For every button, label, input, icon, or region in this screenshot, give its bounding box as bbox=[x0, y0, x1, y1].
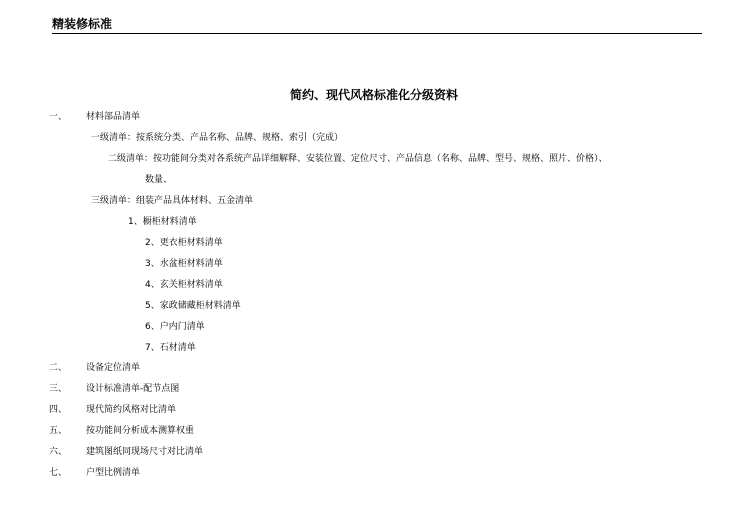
section-title-2: 设备定位清单 bbox=[86, 363, 141, 373]
level2-list-continued: 数量、 bbox=[145, 175, 173, 185]
level3-list: 三级清单：组装产品具体材料、五金清单 bbox=[91, 196, 254, 206]
page-header bbox=[52, 15, 702, 34]
sublist-item: 5、家政储藏柜材料清单 bbox=[145, 301, 241, 311]
sublist-item: 2、更衣柜材料清单 bbox=[145, 238, 223, 248]
section-title-3: 设计标准清单-配节点图 bbox=[86, 384, 180, 394]
section-title-4: 现代简约风格对比清单 bbox=[86, 405, 177, 415]
sublist-item: 4、玄关柜材料清单 bbox=[145, 280, 223, 290]
section-title-6: 建筑图纸同现场尺寸对比清单 bbox=[86, 447, 204, 457]
section-title-5: 按功能间分析成本测算权重 bbox=[86, 426, 195, 436]
section-number-4: 四、 bbox=[49, 405, 68, 415]
level1-list: 一级清单：按系统分类、产品名称、品牌、规格、索引（完成） bbox=[91, 133, 344, 143]
section-number-1: 一、 bbox=[49, 112, 68, 122]
sublist-item: 6、户内门清单 bbox=[145, 322, 205, 332]
sublist-item: 1、橱柜材料清单 bbox=[128, 217, 197, 227]
document-title: 简约、现代风格标准化分级资料 bbox=[289, 88, 458, 102]
section-number-2: 二、 bbox=[49, 363, 68, 373]
level2-list: 二级清单：按功能间分类对各系统产品详细解释、安装位置、定位尺寸、产品信息（名称、品牌、型号、规格、照片、价格）、 bbox=[108, 154, 608, 164]
section-number-3: 三、 bbox=[49, 384, 68, 394]
section-title-1: 材料部品清单 bbox=[86, 112, 141, 122]
section-title-7: 户型比例清单 bbox=[86, 468, 141, 478]
section-number-5: 五、 bbox=[49, 426, 68, 436]
section-number-6: 六、 bbox=[49, 447, 68, 457]
section-number-7: 七、 bbox=[49, 468, 68, 478]
header-title: 精装修标准 bbox=[52, 17, 113, 31]
sublist-item: 7、石材清单 bbox=[145, 343, 196, 353]
sublist-item: 3、水盆柜材料清单 bbox=[145, 259, 223, 269]
